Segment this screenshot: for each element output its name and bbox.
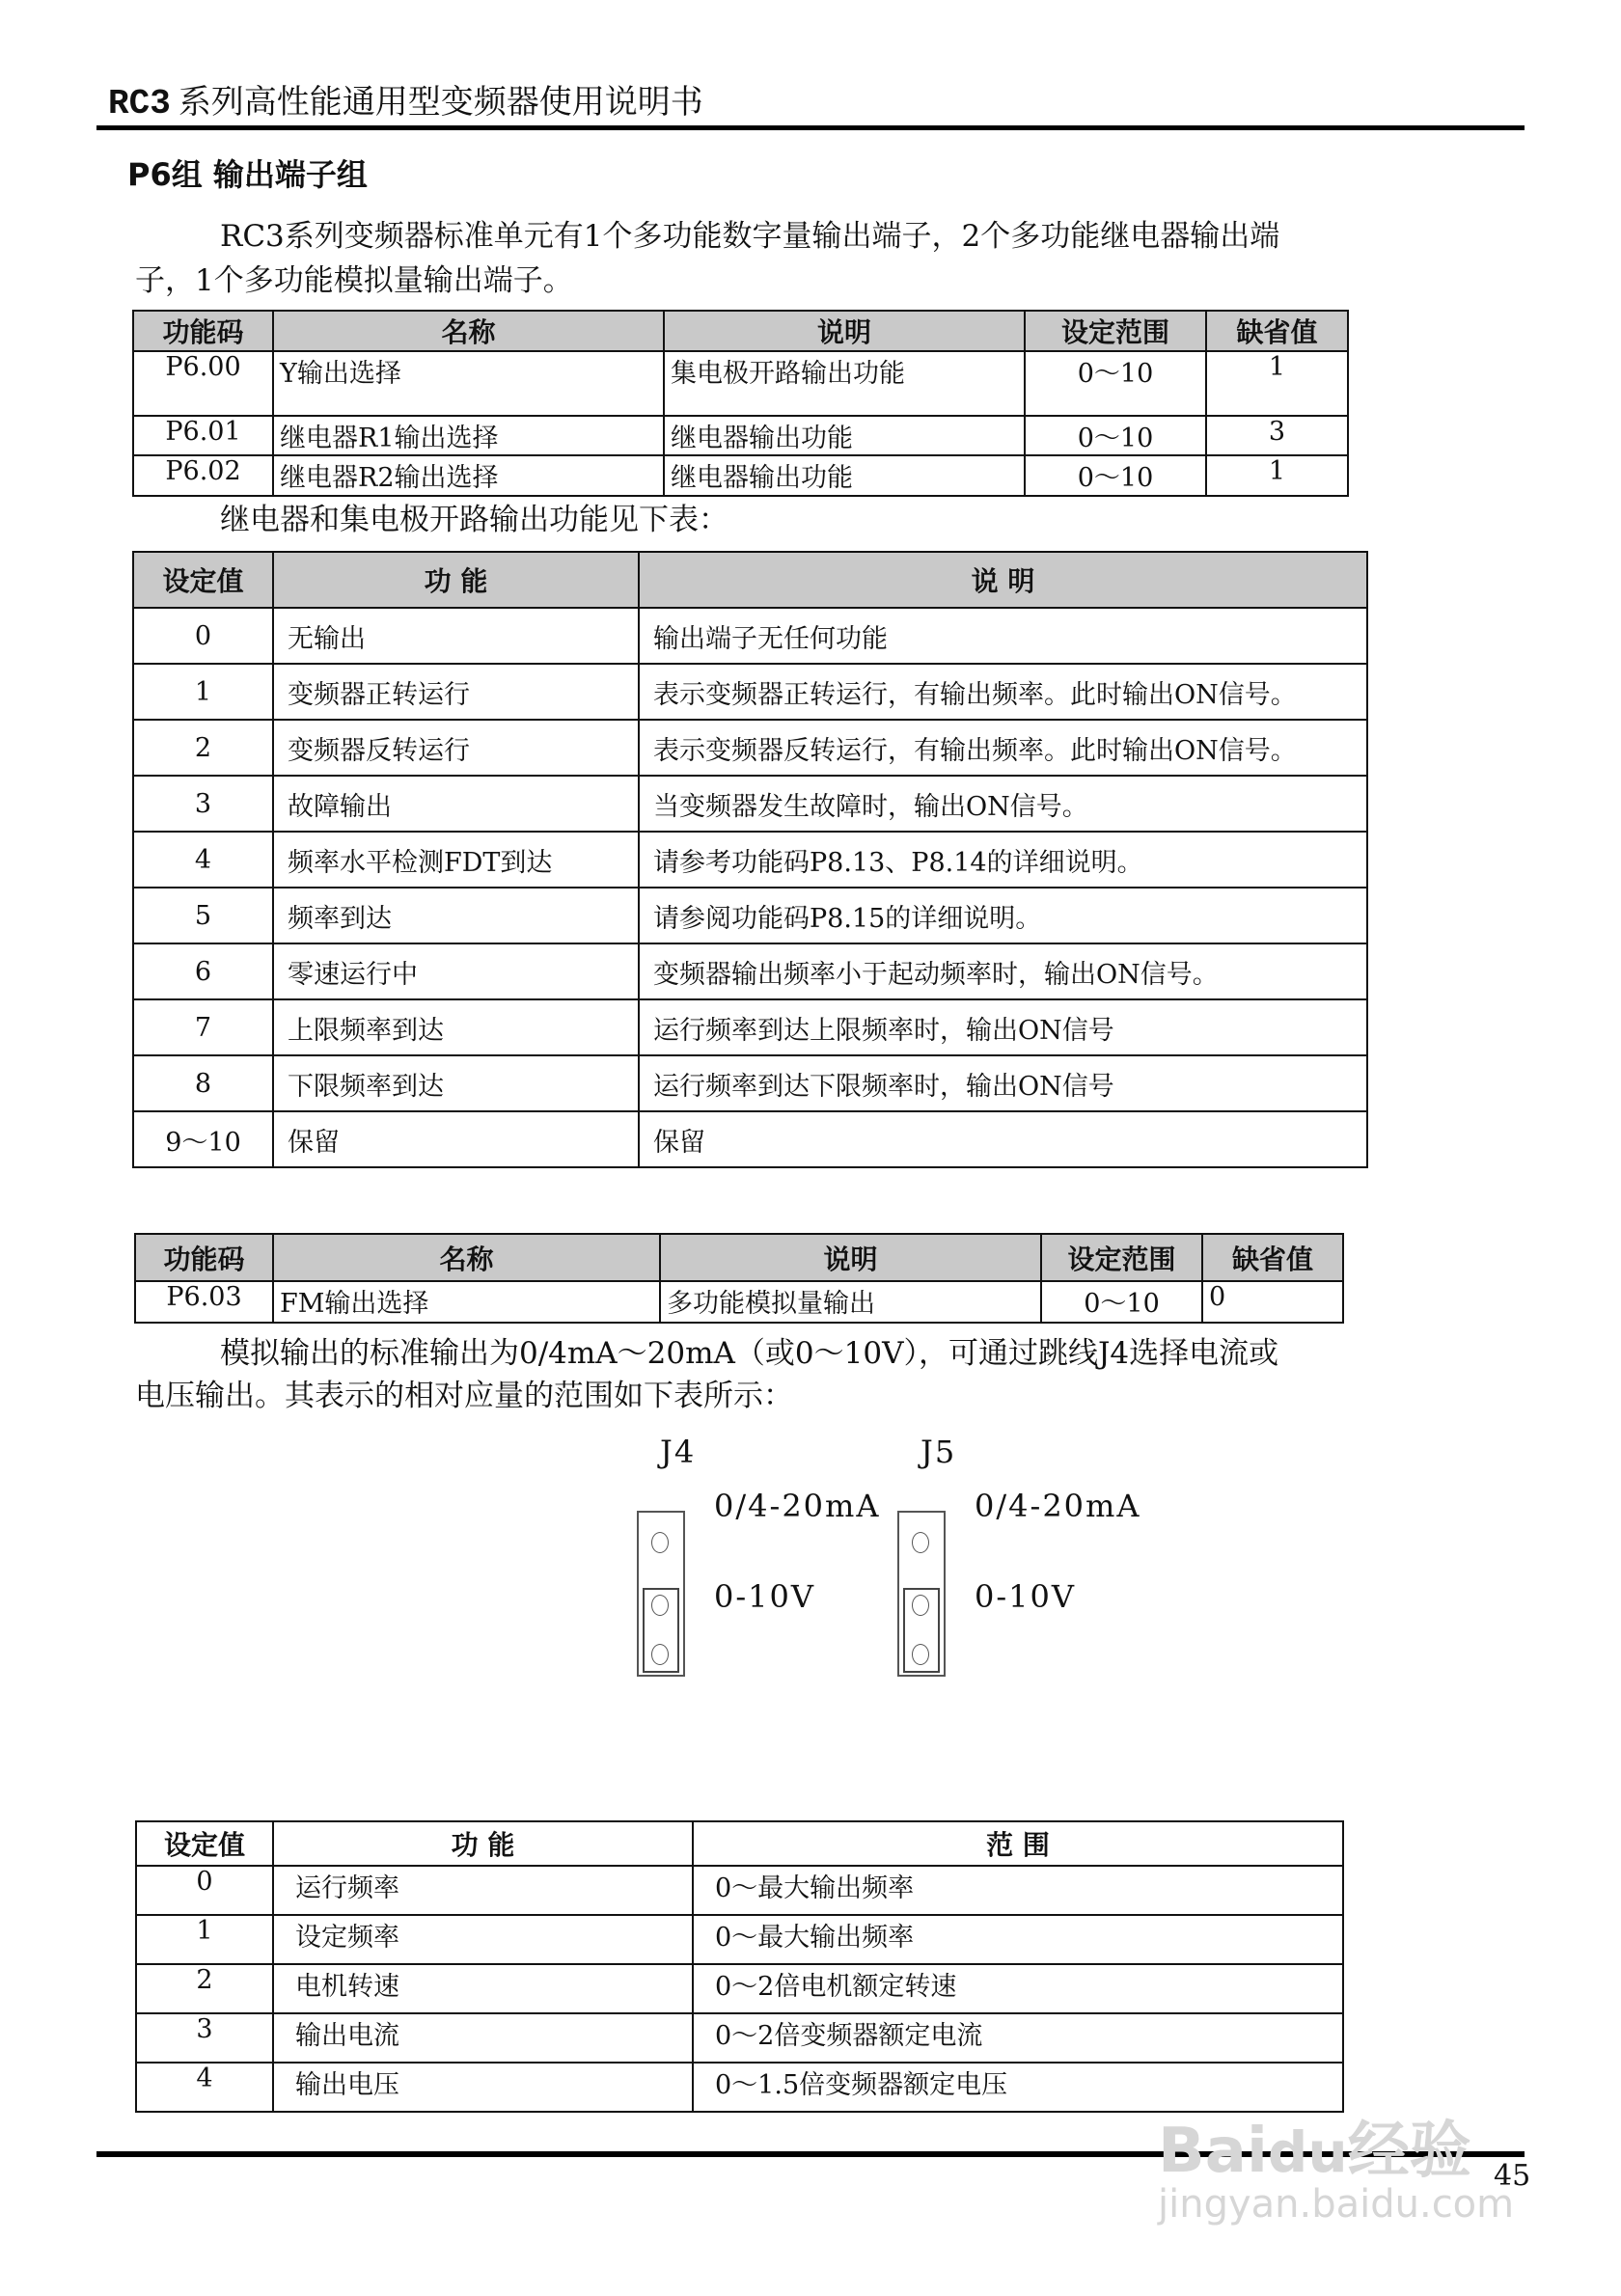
table-cell: 继电器输出功能 <box>664 416 1025 455</box>
table-cell: 0 <box>1202 1281 1343 1323</box>
column-header: 名称 <box>273 1234 660 1281</box>
table-cell: 7 <box>133 999 273 1055</box>
table-cell: 运行频率到达下限频率时，输出ON信号 <box>639 1055 1367 1111</box>
analog-text-line-1: 模拟输出的标准输出为0/4mA～20mA（或0～10V），可通过跳线J4选择电流或 <box>220 1336 1279 1371</box>
table-row <box>133 608 1367 664</box>
column-header: 缺省值 <box>1202 1234 1343 1281</box>
table-row <box>136 1866 1343 1915</box>
table-cell: 0～10 <box>1025 416 1206 455</box>
output-function-table <box>132 551 1368 1168</box>
table-cell: 请参考功能码P8.13、P8.14的详细说明。 <box>639 832 1367 888</box>
table-row <box>133 888 1367 943</box>
column-header: 缺省值 <box>1206 311 1348 351</box>
table-row <box>133 999 1367 1055</box>
table-row <box>133 351 1348 416</box>
table-row <box>133 664 1367 720</box>
table-cell: 运行频率到达上限频率时，输出ON信号 <box>639 999 1367 1055</box>
section-title: P6组 输出端子组 <box>127 156 368 193</box>
pin-icon <box>651 1595 669 1616</box>
table-cell: 输出电流 <box>273 2013 693 2063</box>
brand: RC3 <box>108 84 171 123</box>
column-header: 说 明 <box>639 552 1367 608</box>
column-header: 设定值 <box>133 552 273 608</box>
table-cell: 2 <box>133 720 273 776</box>
pin-icon <box>912 1532 929 1553</box>
analog-range-table <box>135 1820 1344 2113</box>
column-header: 功 能 <box>273 552 639 608</box>
table-cell: 电机转速 <box>273 1964 693 2013</box>
table-cell: 变频器正转运行 <box>273 664 639 720</box>
pin-icon <box>912 1644 929 1665</box>
table-cell: 运行频率 <box>273 1866 693 1915</box>
table-row <box>136 1964 1343 2013</box>
column-header: 名称 <box>273 311 664 351</box>
jumper-j4-upper-label: 0/4-20mA <box>714 1488 881 1524</box>
table-cell: 3 <box>1206 416 1348 455</box>
table-cell: 多功能模拟量输出 <box>660 1281 1041 1323</box>
table-cell: 0～最大输出频率 <box>693 1866 1343 1915</box>
table-cell: 请参阅功能码P8.15的详细说明。 <box>639 888 1367 943</box>
table-row <box>136 2013 1343 2063</box>
table-cell: 1 <box>1206 455 1348 496</box>
table-cell: 2 <box>136 1964 273 2013</box>
column-header: 设定范围 <box>1041 1234 1202 1281</box>
table-header-row <box>133 311 1348 351</box>
table-cell: 输出电压 <box>273 2063 693 2112</box>
table-cell: 0～最大输出频率 <box>693 1915 1343 1964</box>
column-header: 说明 <box>660 1234 1041 1281</box>
intro-line-2: 子，1个多功能模拟量输出端子。 <box>135 263 573 298</box>
pin-icon <box>912 1595 929 1616</box>
table-row <box>133 1055 1367 1111</box>
table-cell: 频率到达 <box>273 888 639 943</box>
table-cell: 保留 <box>639 1111 1367 1167</box>
table-cell: 设定频率 <box>273 1915 693 1964</box>
table-cell: 表示变频器反转运行，有输出频率。此时输出ON信号。 <box>639 720 1367 776</box>
table-cell: 4 <box>133 832 273 888</box>
table-cell: 输出端子无任何功能 <box>639 608 1367 664</box>
jumper-j4-label: J4 <box>660 1434 697 1470</box>
table-cell: 变频器反转运行 <box>273 720 639 776</box>
analog-text-line-2: 电压输出。其表示的相对应量的范围如下表所示： <box>135 1379 793 1413</box>
column-header: 功 能 <box>273 1821 693 1866</box>
table-row <box>133 416 1348 455</box>
table-cell: 9～10 <box>133 1111 273 1167</box>
table-cell: Y输出选择 <box>273 351 664 416</box>
table-cell: 4 <box>136 2063 273 2112</box>
table-cell: 继电器R2输出选择 <box>273 455 664 496</box>
document-header <box>108 75 703 123</box>
table-cell: 3 <box>133 776 273 832</box>
column-header: 设定值 <box>136 1821 273 1866</box>
table-cell: 0～1.5倍变频器额定电压 <box>693 2063 1343 2112</box>
table-cell: P6.03 <box>135 1281 273 1323</box>
jumper-j5-upper-label: 0/4-20mA <box>975 1488 1141 1524</box>
table-cell: 当变频器发生故障时，输出ON信号。 <box>639 776 1367 832</box>
column-header: 设定范围 <box>1025 311 1206 351</box>
table-cell: 0 <box>136 1866 273 1915</box>
baidu-watermark-logo: Baidu经验 <box>1158 2116 1471 2187</box>
table-cell: 变频器输出频率小于起动频率时，输出ON信号。 <box>639 943 1367 999</box>
table-cell: 0～10 <box>1025 351 1206 416</box>
column-header: 功能码 <box>135 1234 273 1281</box>
table-cell: 继电器输出功能 <box>664 455 1025 496</box>
table-cell: 继电器R1输出选择 <box>273 416 664 455</box>
table-cell: P6.00 <box>133 351 273 416</box>
intro-line-1: RC3系列变频器标准单元有1个多功能数字量输出端子，2个多功能继电器输出端 <box>220 219 1280 254</box>
column-header: 说明 <box>664 311 1025 351</box>
table-header-row <box>135 1234 1343 1281</box>
table-cell: 集电极开路输出功能 <box>664 351 1025 416</box>
table-cell: 表示变频器正转运行，有输出频率。此时输出ON信号。 <box>639 664 1367 720</box>
parameter-table-p6-03 <box>134 1233 1344 1324</box>
table-row <box>133 943 1367 999</box>
table-row <box>136 1915 1343 1964</box>
table-row <box>133 1111 1367 1167</box>
table-row <box>133 832 1367 888</box>
table-cell: 1 <box>133 664 273 720</box>
table-cell: 0～10 <box>1025 455 1206 496</box>
table-cell: 无输出 <box>273 608 639 664</box>
table-cell: 0～10 <box>1041 1281 1202 1323</box>
column-header: 功能码 <box>133 311 273 351</box>
table2-caption: 继电器和集电极开路输出功能见下表： <box>220 503 728 537</box>
table-cell: 0 <box>133 608 273 664</box>
jumper-j4-lower-label: 0-10V <box>714 1578 815 1615</box>
header-rule <box>96 125 1525 130</box>
table-cell: 6 <box>133 943 273 999</box>
page-number: 45 <box>1494 2159 1531 2193</box>
table-cell: 0～2倍变频器额定电流 <box>693 2013 1343 2063</box>
table-cell: 1 <box>1206 351 1348 416</box>
jumper-j4-diagram <box>637 1511 685 1677</box>
table-cell: FM输出选择 <box>273 1281 660 1323</box>
table-row <box>135 1281 1343 1323</box>
table-cell: 下限频率到达 <box>273 1055 639 1111</box>
column-header: 范 围 <box>693 1821 1343 1866</box>
table-row <box>133 776 1367 832</box>
table-cell: 1 <box>136 1915 273 1964</box>
table-cell: 8 <box>133 1055 273 1111</box>
pin-icon <box>651 1532 669 1553</box>
parameter-table-p6-00-02 <box>132 310 1349 497</box>
table-cell: 零速运行中 <box>273 943 639 999</box>
baidu-watermark-url: jingyan.baidu.com <box>1158 2182 1515 2227</box>
header-title: 系列高性能通用型变频器使用说明书 <box>178 83 703 122</box>
table-header-row <box>136 1821 1343 1866</box>
pin-icon <box>651 1644 669 1665</box>
table-cell: 3 <box>136 2013 273 2063</box>
jumper-j5-diagram <box>897 1511 946 1677</box>
jumper-j5-label: J5 <box>920 1434 957 1470</box>
table-cell: 0～2倍电机额定转速 <box>693 1964 1343 2013</box>
table-cell: 故障输出 <box>273 776 639 832</box>
table-row <box>133 720 1367 776</box>
table-cell: 保留 <box>273 1111 639 1167</box>
table-cell: 上限频率到达 <box>273 999 639 1055</box>
table-cell: P6.01 <box>133 416 273 455</box>
table-cell: 频率水平检测FDT到达 <box>273 832 639 888</box>
table-row <box>133 455 1348 496</box>
jumper-j5-lower-label: 0-10V <box>975 1578 1076 1615</box>
table-cell: 5 <box>133 888 273 943</box>
table-header-row <box>133 552 1367 608</box>
table-cell: P6.02 <box>133 455 273 496</box>
